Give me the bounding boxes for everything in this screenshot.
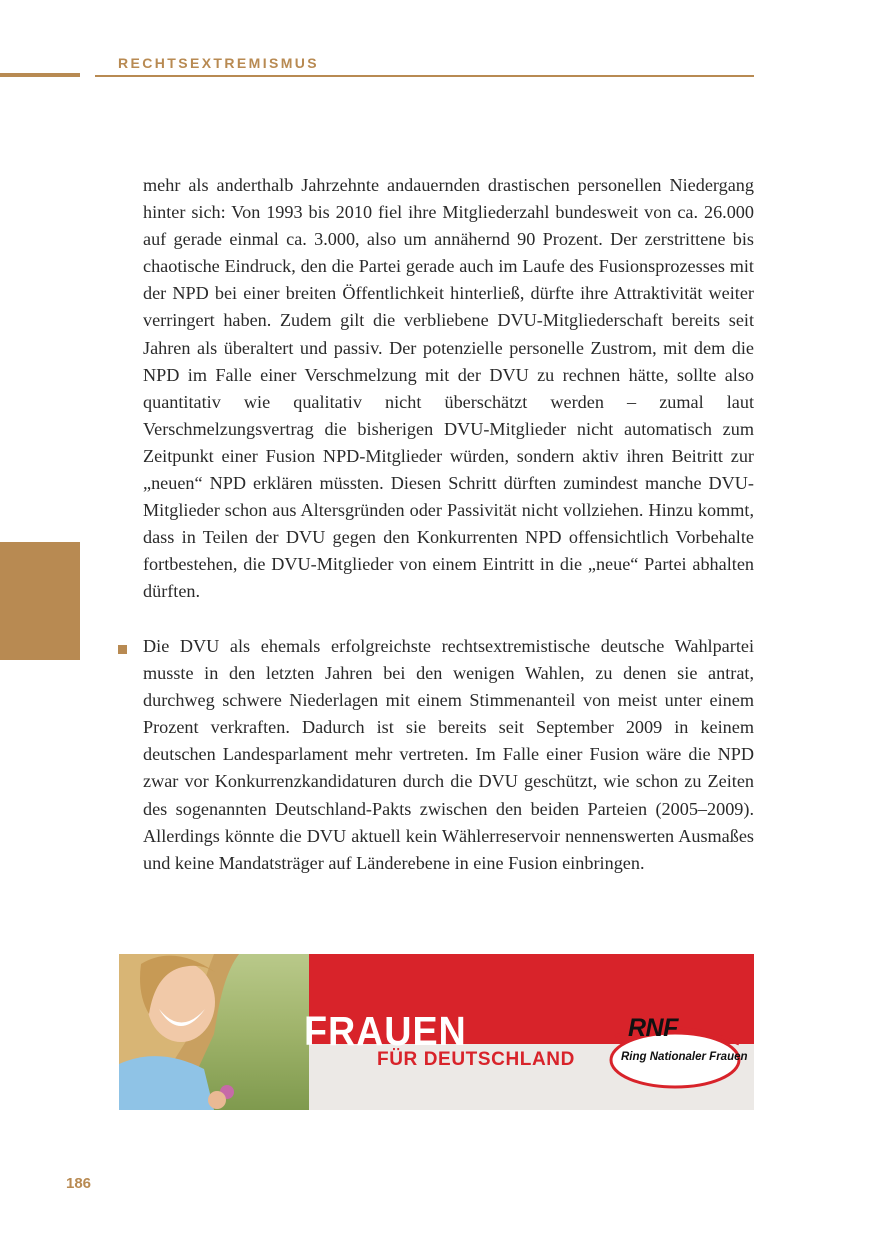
logo-abbreviation: RNF <box>628 1014 678 1042</box>
body-paragraph-2: Die DVU als ehemals erfolgreichste rechtsextremistische deutsche Wahlpartei musste in den letzten Jahren bei den wenigen Wahlen, zu denen sie antrat, durchweg schwere Niederlagen mit einem Stimmenanteil von meist unter einem Prozent verkraften. Dadurch ist sie bereits seit September 2009 in keinem deutschen Landesparlament mehr vertreten. Im Falle einer Fusion wäre die NPD zwar vor Konkurrenzkandidaturen durch die DVU geschützt, wie schon zu Zeiten des sogenannten Deutschland-Pakts zwischen den beiden Parteien (2005–2009). Allerdings könnte die DVU aktuell kein Wählerreservoir nennenswerten Ausmaßes und keine Mandatsträger auf Länderebene in eine Fusion einbringen. <box>143 636 754 873</box>
header-rule <box>95 75 754 77</box>
page-number: 186 <box>66 1175 92 1192</box>
logo-organization-name: Ring Nationaler Frauen <box>621 1051 748 1063</box>
running-head: RECHTSEXTREMISMUS <box>118 55 320 71</box>
header-left-rule <box>0 73 80 77</box>
banner-headline: FRAUEN <box>304 1008 467 1054</box>
banner-subline: FÜR DEUTSCHLAND <box>377 1049 575 1070</box>
bullet-square-icon <box>118 645 127 654</box>
body-paragraph-1: mehr als anderthalb Jahrzehnte andauernden drastischen personellen Niedergang hinter sich: Von 1993 bis 2010 fiel ihre Mitgliederzahl bundesweit von ca. 26.000 auf gerade einmal ca. 3.000, also um annähernd 90 Prozent. Der zerstrittene bis chaotische Eindruck, den die Partei gerade auch im Laufe des Fusionsprozesses mit der NPD bei einer breiten Öffentlichkeit hinterließ, dürfte ihre Attraktivität weiter verringert haben. Zudem gilt die verbliebene DVU-Mitgliederschaft bereits seit Jahren als überaltert und passiv. Der potenzielle personelle Zustrom, mit dem die NPD im Falle einer Verschmelzung mit der DVU zu rechnen hätte, sollte also quantitativ wie qualitativ nicht überschätzt werden – zumal laut Verschmelzungsvertrag die bisherigen DVU-Mitglieder nicht automatisch zum Zeitpunkt einer Fusion NPD-Mitglieder würden, sondern aktiv ihren Beitritt zur „neuen“ NPD erklären müssten. Diesen Schritt dürften zumindest manche DVU-Mitglieder schon aus Altersgründen oder Passivität nicht vollziehen. Hinzu kommt, dass in Teilen der DVU gegen den Konkurrenten NPD offensichtlich Vorbehalte fortbestehen, die DVU-Mitglieder von einem Eintritt in die „neue“ Partei abhalten dürften. <box>143 175 754 602</box>
rnf-banner-image <box>119 954 754 1110</box>
side-tab-marker <box>0 542 80 660</box>
woman-photo-image <box>119 954 309 1110</box>
